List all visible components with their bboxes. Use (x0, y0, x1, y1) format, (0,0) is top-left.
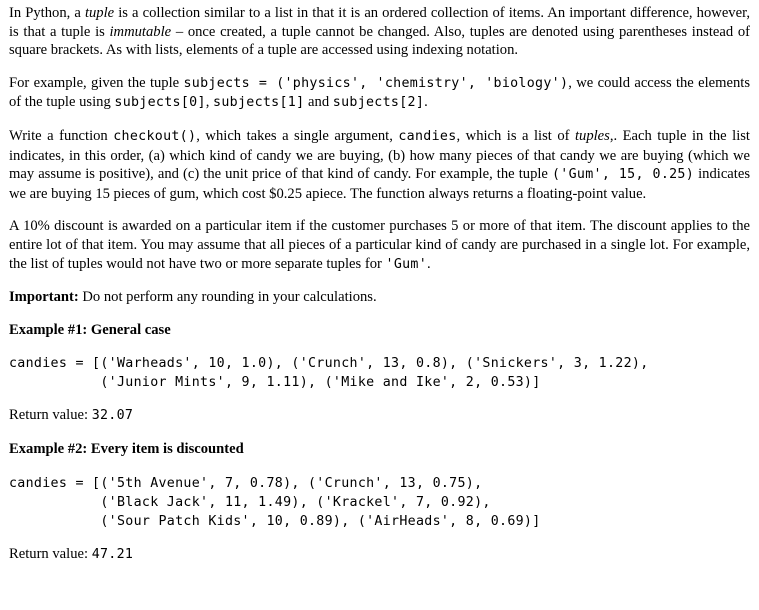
term-tuples: tuples (574, 127, 610, 144)
discount-paragraph (9, 217, 750, 274)
intro-paragraph (9, 4, 750, 60)
inline-code: 'Gum' (385, 256, 428, 272)
task-paragraph (9, 127, 750, 203)
text: , which is a list of (456, 127, 575, 144)
inline-code: ('Gum', 15, 0.25) (551, 167, 695, 183)
text: A 10% discount is awarded on a particular item if the customer purchases 5 or more of that item. The discount applies to the entire lot of that item. You may assume that all pieces of a particular kind of candy are purchased in a single lot. For example, the list of tuples would not have two or more separate tuples for (9, 218, 750, 272)
inline-code: subjects[2] (332, 95, 425, 111)
example2-heading: Example #2: Every item is discounted (9, 440, 244, 457)
example1-return (9, 406, 750, 426)
text: , (205, 94, 214, 111)
text: – once created, a tuple cannot be changed. Also, tuples are denoted using parentheses instead of square brackets. As with lists, elements of a tuple are accessed using indexing notation. (9, 23, 750, 59)
text: and (304, 94, 333, 111)
example1-heading: Example #1: General case (9, 321, 171, 338)
example2-return (9, 545, 750, 565)
text: is a collection similar to a list in that it is an ordered collection of items. An important difference, however, is that a tuple is (9, 5, 750, 40)
inline-code: subjects[0] (114, 95, 206, 111)
return-label: Return value: (9, 545, 92, 562)
text: In Python, a (9, 5, 85, 21)
return-label: Return value: (9, 407, 92, 424)
text: , we could access the elements of the tuple using (9, 74, 750, 111)
text: Write a function (9, 127, 114, 144)
text: . (427, 255, 431, 272)
inline-code: candies (398, 128, 457, 144)
text: . (424, 94, 428, 111)
text: For example, given the tuple (9, 74, 184, 91)
example-paragraph (9, 74, 750, 113)
text: Do not perform any rounding in your calculations. (78, 289, 377, 306)
return-value: 47.21 (91, 546, 134, 562)
example2-code: candies = [('5th Avenue', 7, 0.78), ('Crunch', 13, 0.75), ('Black Jack', 11, 1.49), ('Krackel', 7, 0.92), ('Sour Patch Kids', 10, 0.89), ('AirHeads', 8, 0.69)] (9, 475, 541, 529)
return-value: 32.07 (91, 408, 134, 424)
inline-code: subjects = ('physics', 'chemistry', 'biology') (183, 75, 569, 91)
important-label: Important: (9, 289, 79, 306)
text: , which takes a single argument, (196, 127, 399, 144)
text: indicates we are buying 15 pieces of gum, which cost $0.25 apiece. The function always returns a floating-point value. (9, 166, 750, 202)
inline-code: subjects[1] (213, 95, 305, 111)
important-note (9, 288, 750, 307)
text: ,. Each tuple in the list indicates, in this order, (a) which kind of candy we are buying, (b) how many pieces of that candy we are buying (which we may assume is positive), and (c) the unit price of that kind of candy. For example, the tuple (9, 127, 750, 183)
term-tuple: tuple (84, 5, 115, 21)
example1-code: candies = [('Warheads', 10, 1.0), ('Crunch', 13, 0.8), ('Snickers', 3, 1.22), ('Junior Mints', 9, 1.11), ('Mike and Ike', 2, 0.53)] (9, 356, 649, 391)
term-immutable: immutable (109, 23, 172, 40)
inline-code: checkout() (113, 128, 197, 144)
